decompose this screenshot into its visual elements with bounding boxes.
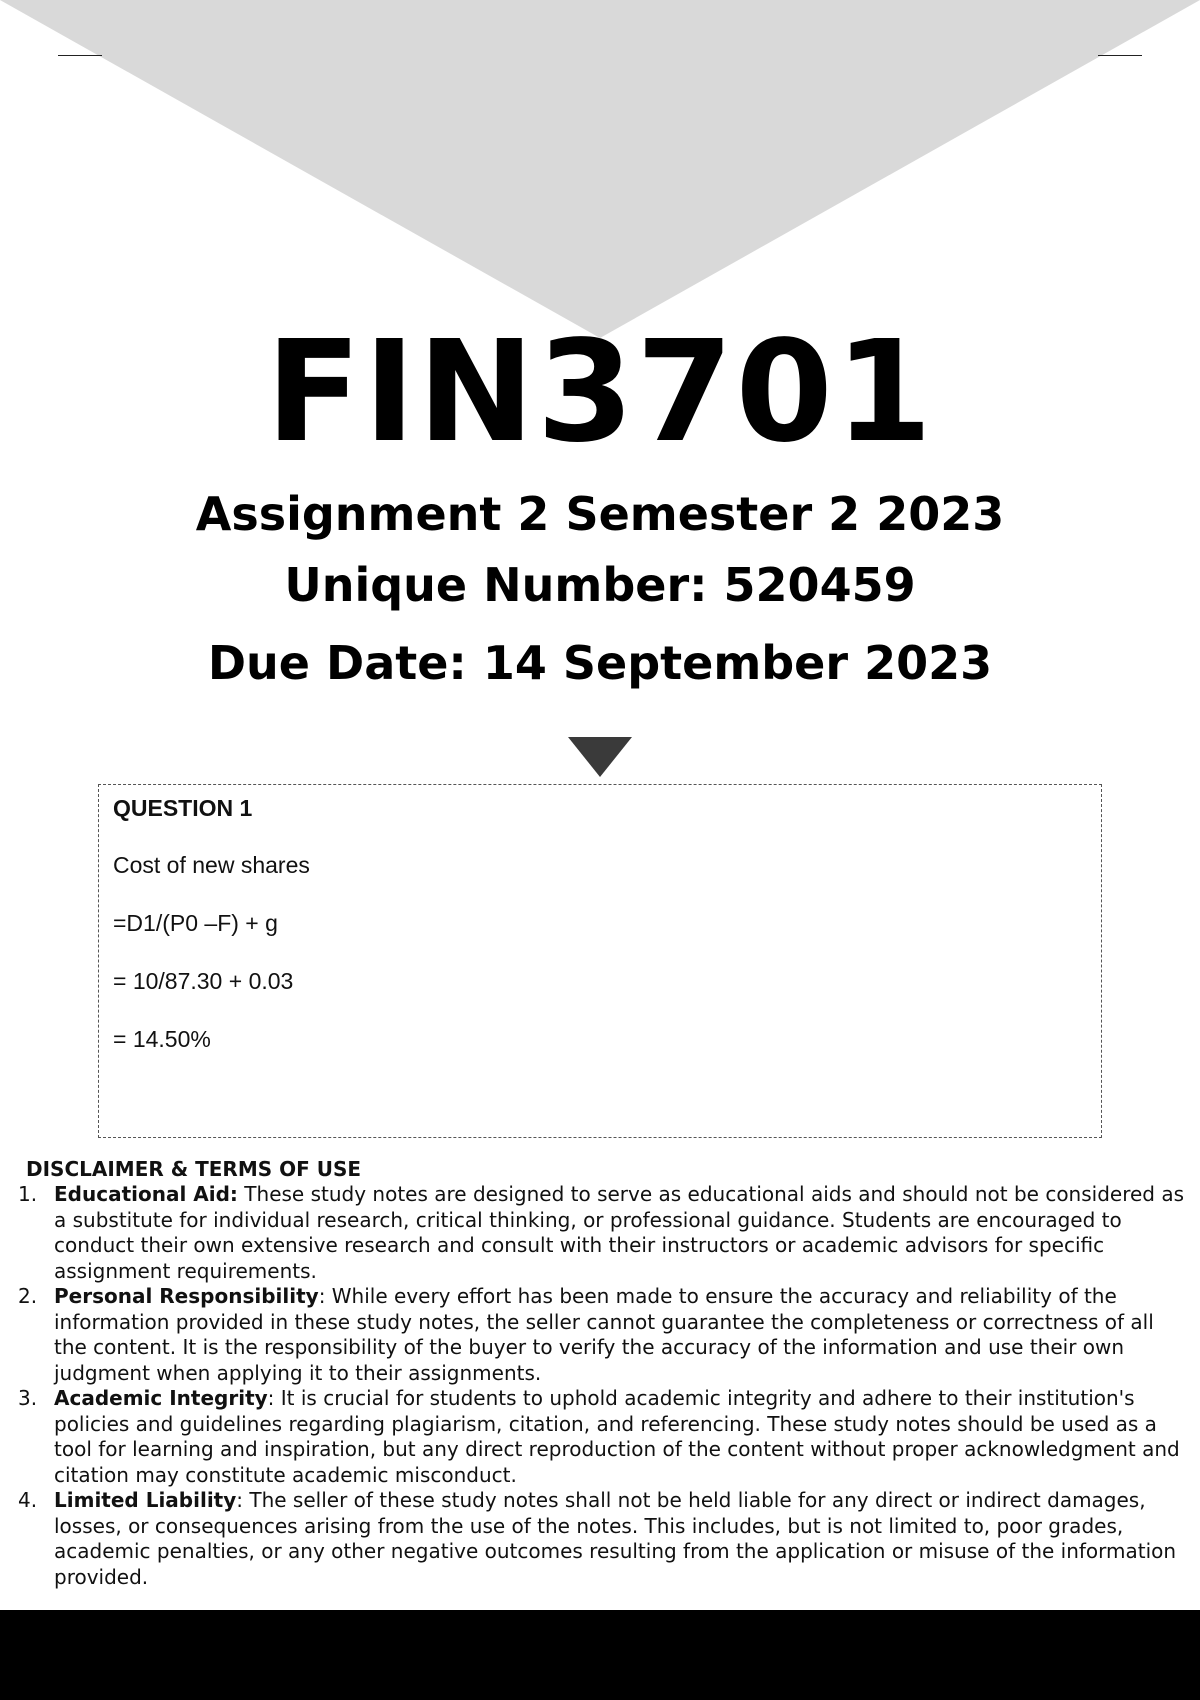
disclaimer-item-number: 1. [18, 1182, 38, 1206]
disclaimer-title: DISCLAIMER & TERMS OF USE [26, 1157, 362, 1181]
question-line: =D1/(P0 –F) + g [113, 910, 278, 936]
disclaimer-item-text: : It is crucial for students to uphold academic integrity and adhere to their institution's policies and guidelines regarding plagiarism, citation, and referencing. These study notes should be used as a tool for learning and inspiration, but any direct reproduction of the content without proper acknowledgment and citation may constitute academic misconduct. [54, 1386, 1180, 1487]
course-code-title: FIN3701 [265, 311, 935, 474]
due-date: Due Date: 14 September 2023 [207, 636, 993, 690]
disclaimer-item-heading: Limited Liability [54, 1488, 237, 1512]
disclaimer-item-heading: Personal Responsibility [54, 1284, 319, 1308]
disclaimer-item-text: These study notes are designed to serve as educational aids and should not be considered as a substitute for individual research, critical thinking, or professional guidance. Students are encouraged to conduct their own extensive research and consult with their instructors or academic advisors for specific assignment requirements. [54, 1182, 1185, 1283]
question-line: = 14.50% [113, 1026, 211, 1052]
disclaimer-item [18, 1182, 1190, 1284]
question-line: = 10/87.30 + 0.03 [113, 968, 294, 994]
assignment-subtitle: Assignment 2 Semester 2 2023 [195, 487, 1005, 541]
disclaimer-item-heading: Academic Integrity [54, 1386, 268, 1410]
header-chevron-shape [0, 0, 1200, 340]
corner-mark-right [1098, 55, 1142, 56]
disclaimer-item-number: 3. [18, 1386, 38, 1410]
disclaimer-item-number: 2. [18, 1284, 38, 1308]
disclaimer-item [18, 1386, 1190, 1488]
disclaimer-item-text: : The seller of these study notes shall not be held liable for any direct or indirect damages, losses, or consequences arising from the use of the notes. This includes, but is not limited to, poor grades, academic penalties, or any other negative outcomes resulting from the application or misuse of the information provided. [54, 1488, 1177, 1589]
disclaimer-section [18, 1156, 1190, 1590]
question-preview-box [98, 784, 1102, 1138]
disclaimer-item-heading: Educational Aid: [54, 1182, 238, 1206]
unique-number: Unique Number: 520459 [284, 558, 916, 612]
down-triangle-icon [568, 737, 632, 777]
disclaimer-item-number: 4. [18, 1488, 38, 1512]
question-line: Cost of new shares [113, 852, 310, 878]
question-title: QUESTION 1 [113, 795, 253, 821]
corner-mark-left [58, 55, 102, 56]
disclaimer-item [18, 1284, 1190, 1386]
footer-bar [0, 1610, 1200, 1700]
disclaimer-item [18, 1488, 1190, 1590]
disclaimer-item-text: : While every effort has been made to ensure the accuracy and reliability of the information provided in these study notes, the seller cannot guarantee the completeness or correctness of all the content. It is the responsibility of the buyer to verify the accuracy of the information and use their own judgment when applying it to their assignments. [54, 1284, 1154, 1385]
